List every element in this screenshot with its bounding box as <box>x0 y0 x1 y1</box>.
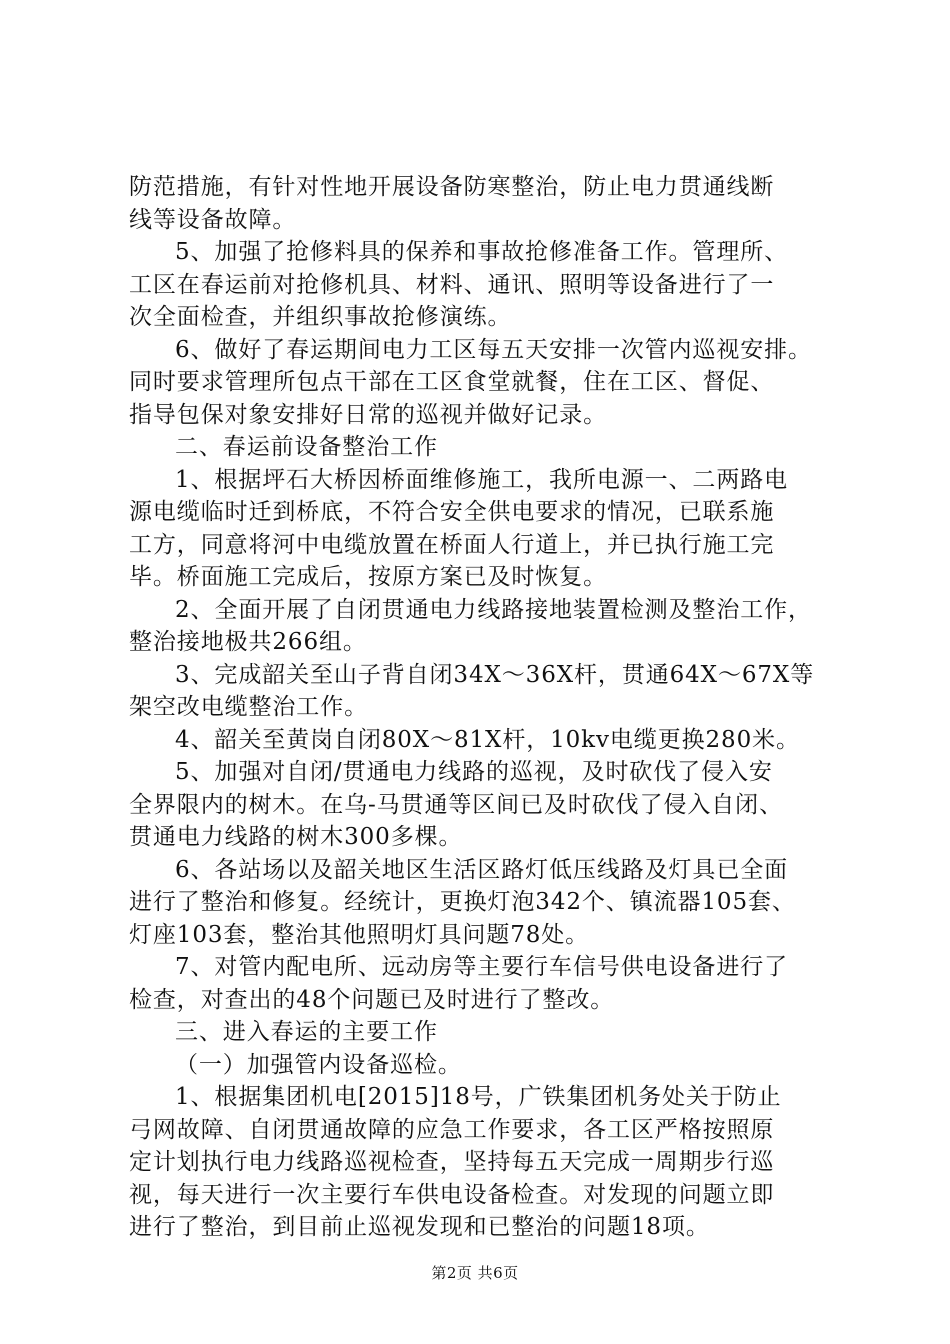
paragraph-line: 同时要求管理所包点干部在工区食堂就餐，住在工区、督促、 <box>129 369 775 395</box>
paragraph-line: 6、做好了春运期间电力工区每五天安排一次管内巡视安排。 <box>175 336 812 363</box>
paragraph-line: 次全面检查，并组织事故抢修演练。 <box>129 304 512 330</box>
paragraph-line: 5、加强对自闭/贯通电力线路的巡视，及时砍伐了侵入安 <box>175 759 773 785</box>
paragraph-line: 防范措施，有针对性地开展设备防寒整治，防止电力贯通线断 <box>129 174 775 200</box>
document-body <box>129 171 829 1244</box>
paragraph-line: 6、各站场以及韶关地区生活区路灯低压线路及灯具已全面 <box>175 856 789 883</box>
paragraph-line: 工方，同意将河中电缆放置在桥面人行道上，并已执行施工完 <box>129 531 775 558</box>
paragraph-line: 灯座103套，整治其他照明灯具问题78处。 <box>129 921 590 948</box>
paragraph-line: 7、对管内配电所、远动房等主要行车信号供电设备进行了 <box>175 954 789 980</box>
paragraph-line: 4、韶关至黄岗自闭80X～81X杆，10kv电缆更换280米。 <box>175 726 800 753</box>
paragraph-line: 定计划执行电力线路巡视检查，坚持每五天完成一周期步行巡 <box>129 1149 775 1175</box>
paragraph-line: 进行了整治，到目前止巡视发现和已整治的问题18项。 <box>129 1214 710 1240</box>
paragraph-line: 工区在春运前对抢修机具、材料、通讯、照明等设备进行了一 <box>129 271 775 298</box>
paragraph-line: 1、根据坪石大桥因桥面维修施工，我所电源一、二两路电 <box>175 466 789 493</box>
paragraph-line: 指导包保对象安排好日常的巡视并做好记录。 <box>129 401 607 428</box>
paragraph-line: 全界限内的树木。在乌-马贯通等区间已及时砍伐了侵入自闭、 <box>129 791 783 818</box>
paragraph-line: 架空改电缆整治工作。 <box>129 694 368 720</box>
paragraph-line: 进行了整治和修复。经统计，更换灯泡342个、镇流器105套、 <box>129 889 796 915</box>
paragraph-line: 源电缆临时迁到桥底，不符合安全供电要求的情况，已联系施 <box>129 499 775 525</box>
paragraph-line: 贯通电力线路的树木300多棵。 <box>129 824 463 850</box>
paragraph-line: 1、根据集团机电[2015]18号，广铁集团机务处关于防止 <box>175 1084 782 1110</box>
paragraph-line: 线等设备故障。 <box>129 206 297 233</box>
paragraph-line: （一）加强管内设备巡检。 <box>175 1051 462 1078</box>
page-footer: 第2页 共6页 <box>431 1264 519 1282</box>
paragraph-line: 视，每天进行一次主要行车供电设备检查。对发现的问题立即 <box>129 1181 775 1208</box>
paragraph-line: 2、全面开展了自闭贯通电力线路接地装置检测及整治工作， <box>175 596 812 623</box>
paragraph-line: 弓网故障、自闭贯通故障的应急工作要求，各工区严格按照原 <box>129 1116 775 1143</box>
paragraph-line: 毕。桥面施工完成后，按原方案已及时恢复。 <box>129 564 607 590</box>
paragraph-line: 3、完成韶关至山子背自闭34X～36X杆，贯通64X～67X等 <box>175 661 815 688</box>
paragraph-line: 5、加强了抢修料具的保养和事故抢修准备工作。管理所、 <box>175 239 789 265</box>
section-heading-line: 三、进入春运的主要工作 <box>175 1019 438 1045</box>
paragraph-line: 检查，对查出的48个问题已及时进行了整改。 <box>129 986 615 1013</box>
section-heading-line: 二、春运前设备整治工作 <box>175 434 438 460</box>
paragraph-line: 整治接地极共266组。 <box>129 629 367 655</box>
